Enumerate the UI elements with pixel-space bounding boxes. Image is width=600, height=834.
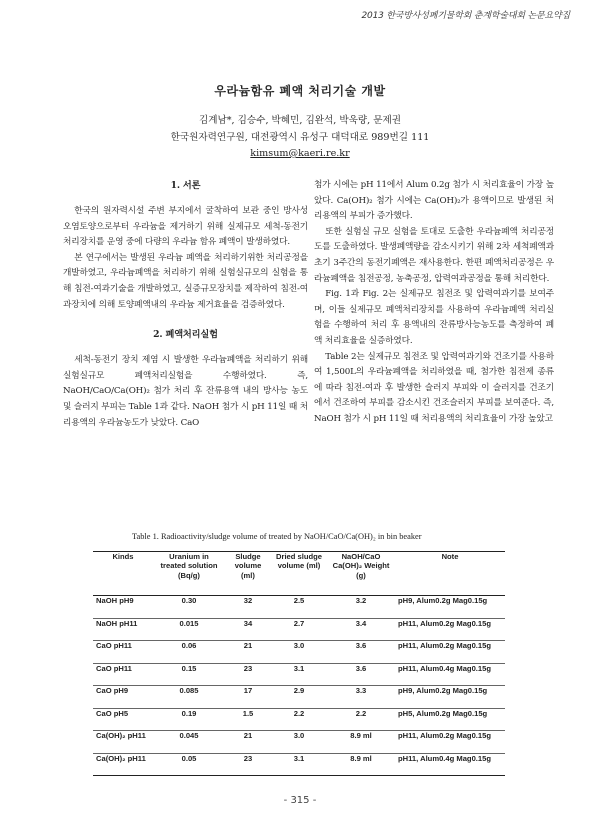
right-paragraph-3: Fig. 1과 Fig. 2는 실제규모 침전조 및 압력여과기를 보여주며, 이들 실제규모 폐액처리장치를 사용하여 우라늄폐액 처리실험을 수행하여 처리 후 용액내의 잔류방사능농도를 측정하여 폐액 처리효율을 실증하였다. bbox=[314, 289, 554, 346]
cell-sludge: 1.5 bbox=[225, 708, 271, 731]
cell-kind: CaO pH11 bbox=[93, 641, 153, 664]
cell-note: pH5, Alum0.2g Mag0.15g bbox=[395, 708, 505, 731]
running-header: 2013 한국방사성폐기물학회 춘계학술대회 논문요약집 bbox=[361, 11, 570, 21]
cell-note: pH11, Alum0.4g Mag0.15g bbox=[395, 663, 505, 686]
author-email: kimsum@kaeri.re.kr bbox=[250, 148, 350, 159]
cell-uranium: 0.015 bbox=[153, 618, 225, 641]
cell-note: pH11, Alum0.2g Mag0.15g bbox=[395, 618, 505, 641]
right-paragraph-1: 첨가 시에는 pH 11에서 Alum 0.2g 첨가 시 처리효율이 가장 높았다. Ca(OH)₂ 첨가 시에는 Ca(OH)₂가 용액이므로 발생된 처리용액의 부피가 증가했다. bbox=[314, 180, 554, 222]
cell-kind: Ca(OH)₂ pH11 bbox=[93, 731, 153, 754]
cell-uranium: 0.045 bbox=[153, 731, 225, 754]
table-row bbox=[93, 731, 505, 754]
table-header-row bbox=[93, 552, 505, 596]
cell-uranium: 0.15 bbox=[153, 663, 225, 686]
table-row bbox=[93, 618, 505, 641]
intro-paragraph-1: 한국의 원자력시설 주변 부지에서 굴착하여 보관 중인 방사성 오염토양으로부터 우라늄을 제거하기 위해 실제규모 세척-동전기 처리장치를 운영 중에 다량의 우라늄 함유 폐액이 발생하였다. bbox=[63, 206, 308, 248]
affiliation: 한국원자력연구원, 대전광역시 유성구 대덕대로 989번길 111 bbox=[170, 132, 430, 143]
method-paragraph-1: 세척-동전기 장치 제염 시 발생한 우라늄폐액을 처리하기 위해 실험실규모 폐액처리실험을 수행하였다. 즉, NaOH/CaO/Ca(OH)₂ 첨가 처리 후 잔류용액 내의 방사능 농도 및 슬러지 부피는 Table 1과 같다. NaOH 첨가 시 pH 11일 때 처리용액의 우라늄농도가 낮았다. CaO bbox=[63, 355, 308, 428]
cell-note: pH11, Alum0.2g Mag0.15g bbox=[395, 731, 505, 754]
authors: 김계남*, 김승수, 박혜민, 김완석, 박욱량, 문제권 bbox=[198, 115, 402, 126]
header-kinds: Kinds bbox=[93, 552, 153, 596]
method-heading: 2. 폐액처리실험 bbox=[153, 329, 218, 341]
cell-sludge: 32 bbox=[243, 596, 253, 605]
right-paragraph-4: Table 2는 실제규모 침전조 및 압력여과기와 건조기를 사용하여 1,500L의 우라늄폐액을 처리하였을 때, 첨가한 침전제 종류에 따라 침전-여과 후 발생한 슬러지 부피와 이 슬러지를 건조기에서 건조하여 부피를 감소시킨 건조슬러지 부피를 보여준다. 즉, NaOH 첨가 시 pH 11일 때 처리용액의 처리효율이 가장 높았고 bbox=[314, 351, 554, 424]
cell-note: pH11, Alum0.4g Mag0.15g bbox=[395, 753, 505, 776]
table-row bbox=[93, 596, 505, 619]
cell-note: pH9, Alum0.2g Mag0.15g bbox=[398, 596, 488, 605]
cell-weight: 3.4 bbox=[327, 618, 395, 641]
cell-uranium: 0.19 bbox=[153, 708, 225, 731]
cell-dried: 3.0 bbox=[271, 641, 327, 664]
header-uranium: Uranium in treated solution (Bq/g) bbox=[153, 552, 225, 596]
left-column bbox=[63, 178, 308, 431]
paper-title: 우라늄함유 폐액 처리기술 개발 bbox=[214, 84, 386, 98]
header-note: Note bbox=[395, 552, 505, 596]
cell-note: pH11, Alum0.2g Mag0.15g bbox=[395, 641, 505, 664]
cell-sludge: 34 bbox=[225, 618, 271, 641]
cell-kind: CaO pH5 bbox=[93, 708, 153, 731]
cell-weight: 3.3 bbox=[327, 686, 395, 709]
table-row bbox=[93, 663, 505, 686]
cell-sludge: 21 bbox=[225, 731, 271, 754]
header-dried-sludge: Dried sludge volume (ml) bbox=[271, 552, 327, 596]
cell-dried: 3.1 bbox=[271, 663, 327, 686]
cell-dried: 2.9 bbox=[271, 686, 327, 709]
cell-weight: 3.6 bbox=[327, 663, 395, 686]
cell-dried: 2.2 bbox=[271, 708, 327, 731]
table-row bbox=[93, 641, 505, 664]
cell-uranium: 0.05 bbox=[153, 753, 225, 776]
cell-dried: 3.0 bbox=[271, 731, 327, 754]
cell-uranium: 0.06 bbox=[153, 641, 225, 664]
cell-sludge: 21 bbox=[225, 641, 271, 664]
table-row bbox=[93, 686, 505, 709]
intro-paragraph-2: 본 연구에서는 발생된 우라늄 폐액을 처리하기위한 처리공정을 개발하였고, 우라늄폐액을 처리하기 위해 실험실규모의 실험을 통해 침전-여과기술을 개발하였고, 실증규모장치를 제작하여 침전-여과장치에 의해 토양폐액내의 우라늄 제거효율을 검증하였다. bbox=[63, 252, 308, 310]
cell-sludge: 17 bbox=[225, 686, 271, 709]
cell-dried: 2.5 bbox=[293, 596, 305, 605]
cell-uranium: 0.085 bbox=[153, 686, 225, 709]
table-row bbox=[93, 753, 505, 776]
cell-kind: NaOH pH11 bbox=[93, 618, 153, 641]
table-row bbox=[93, 708, 505, 731]
right-column bbox=[314, 178, 554, 428]
cell-sludge: 23 bbox=[225, 753, 271, 776]
cell-dried: 2.7 bbox=[271, 618, 327, 641]
right-paragraph-2: 또한 실험실 규모 실험을 토대로 도출한 우라늄폐액 처리공정도를 도출하였다. 발생폐액량을 감소시키기 위해 2차 세척폐액과 초기 3주간의 동전기폐액은 재사용한다. 한편 폐액처리공정은 우라늄폐액을 침전공정, 농축공정, 압력여과공정을 통해 처리한다. bbox=[314, 226, 554, 284]
header-sludge: Sludge volume (ml) bbox=[225, 552, 271, 596]
cell-weight: 8.9 ml bbox=[327, 731, 395, 754]
cell-note: pH9, Alum0.2g Mag0.15g bbox=[395, 686, 505, 709]
header-weight: NaOH/CaO Ca(OH)₂ Weight (g) bbox=[327, 552, 395, 596]
cell-kind: Ca(OH)₂ pH11 bbox=[93, 753, 153, 776]
page-number: - 315 - bbox=[283, 795, 317, 806]
cell-weight: 3.6 bbox=[327, 641, 395, 664]
cell-kind: CaO pH9 bbox=[93, 686, 153, 709]
results-table bbox=[93, 551, 505, 776]
cell-uranium: 0.30 bbox=[181, 596, 197, 605]
cell-kind: CaO pH11 bbox=[93, 663, 153, 686]
intro-heading: 1. 서론 bbox=[170, 180, 201, 191]
cell-kind: NaOH pH9 bbox=[96, 596, 134, 605]
cell-weight: 2.2 bbox=[327, 708, 395, 731]
cell-weight: 8.9 ml bbox=[327, 753, 395, 776]
cell-dried: 3.1 bbox=[271, 753, 327, 776]
cell-sludge: 23 bbox=[225, 663, 271, 686]
table-caption: Table 1. Radioactivity/sludge volume of treated by NaOH/CaO/Ca(OH)₂ in bin beaker bbox=[132, 532, 422, 541]
cell-weight: 3.2 bbox=[355, 596, 367, 605]
